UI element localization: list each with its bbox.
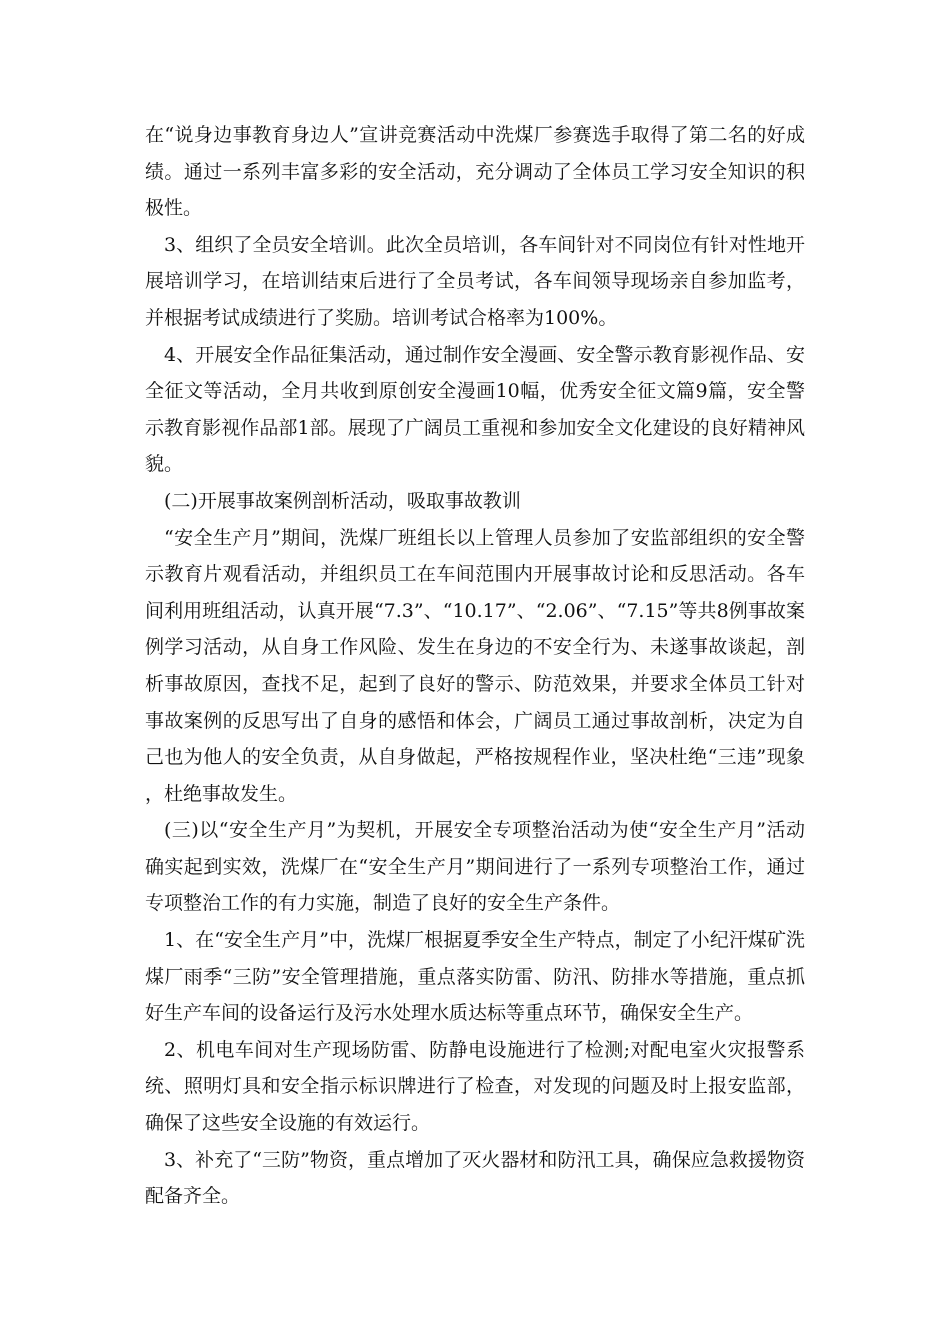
paragraph: “安全生产月”期间，洗煤厂班组长以上管理人员参加了安监部组织的安全警示教育片观看活动，并组织员工在车间范围内开展事故讨论和反思活动。各车间利用班组活动，认真开展“7.3”、“10.17”、“2.06”、“7.15”等共8例事故案例学习活动，从自身工作风险、发生在身边的不安全行为、未遂事故谈起，剖析事故原因，查找不足，起到了良好的警示、防范效果，并要求全体员工针对事故案例的反思写出了自身的感悟和体会，广阔员工通过事故剖析，决定为自己也为他人的安全负责，从自身做起，严格按规程作业，坚决杜绝“三违”现象，杜绝事故发生。 [145,526,805,805]
paragraph: 3、组织了全员安全培训。此次全员培训，各车间针对不同岗位有针对性地开展培训学习，在培训结束后进行了全员考试，各车间领导现场亲自参加监考，并根据考试成绩进行了奖励。培训考试合格率为100%。 [145,233,805,329]
paragraph: 在“说身边事教育身边人”宣讲竞赛活动中洗煤厂参赛选手取得了第二名的好成绩。通过一系列丰富多彩的安全活动，充分调动了全体员工学习安全知识的积极性。 [145,124,805,220]
document-body [145,117,805,1215]
section-heading: (二)开展事故案例剖析活动，吸取事故教训 [164,489,521,512]
paragraph: 3、补充了“三防”物资，重点增加了灭火器材和防汛工具，确保应急救援物资配备齐全。 [145,1148,805,1208]
paragraph: 4、开展安全作品征集活动，通过制作安全漫画、安全警示教育影视作品、安全征文等活动，全月共收到原创安全漫画10幅，优秀安全征文篇9篇，安全警示教育影视作品部1部。展现了广阔员工重视和参加安全文化建设的良好精神风貌。 [145,343,805,476]
paragraph: 2、机电车间对生产现场防雷、防静电设施进行了检测;对配电室火灾报警系统、照明灯具和安全指示标识牌进行了检查，对发现的问题及时上报安监部，确保了这些安全设施的有效运行。 [145,1038,805,1135]
paragraph: 1、在“安全生产月”中，洗煤厂根据夏季安全生产特点，制定了小纪汗煤矿洗煤厂雨季“三防”安全管理措施，重点落实防雷、防汛、防排水等措施，重点抓好生产车间的设备运行及污水处理水质达标等重点环节，确保安全生产。 [145,929,805,1025]
section-heading-paragraph: (三)以“安全生产月”为契机，开展安全专项整治活动为使“安全生产月”活动确实起到实效，洗煤厂在“安全生产月”期间进行了一系列专项整治工作，通过专项整治工作的有力实施，制造了良好的安全生产条件。 [145,819,805,915]
